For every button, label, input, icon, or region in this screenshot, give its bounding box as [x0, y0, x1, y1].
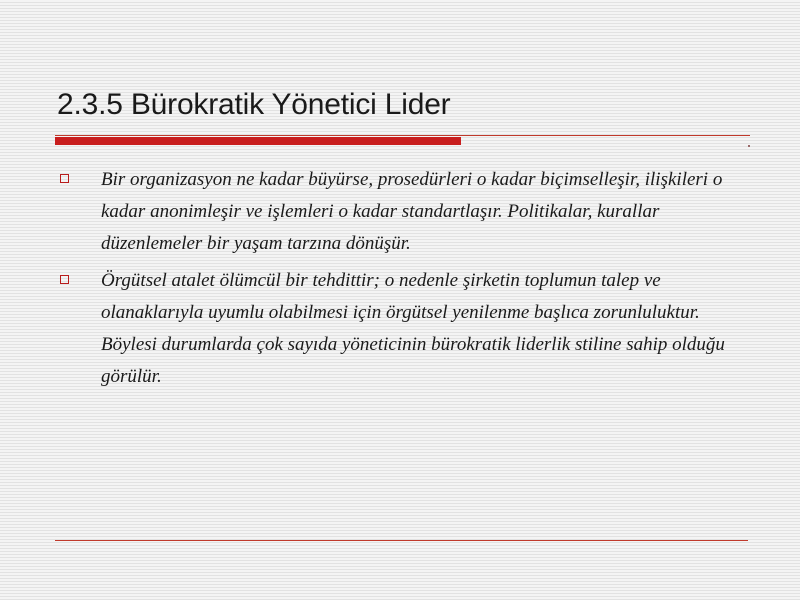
hollow-square-bullet-icon	[60, 174, 69, 183]
title-underline-thin	[55, 135, 750, 136]
bullet-item-2	[57, 265, 737, 393]
bullet-list	[57, 164, 737, 398]
bullet-item-1	[57, 164, 737, 260]
slide-title: 2.3.5 Bürokratik Yönetici Lider	[57, 88, 451, 121]
hollow-square-bullet-icon	[60, 275, 69, 284]
bullet-text-2: Örgütsel atalet ölümcül bir tehdittir; o nedenle şirketin toplumun talep ve olanaklarıyla uyumlu olabilmesi için örgütsel yenilenme başlıca zorunluluktur. Böylesi durumlarda çok sayıda yöneticinin bürokratik liderlik stiline sahip olduğu görülür.	[101, 270, 725, 387]
title-underline-dot	[748, 145, 750, 147]
footer-divider	[55, 540, 748, 541]
title-underline-accent	[55, 137, 461, 145]
bullet-text-1: Bir organizasyon ne kadar büyürse, prosedürleri o kadar biçimselleşir, ilişkileri o kadar anonimleşir ve işlemleri o kadar standartlaşır. Politikalar, kurallar düzenlemeler bir yaşam tarzına dönüşür.	[101, 169, 723, 254]
